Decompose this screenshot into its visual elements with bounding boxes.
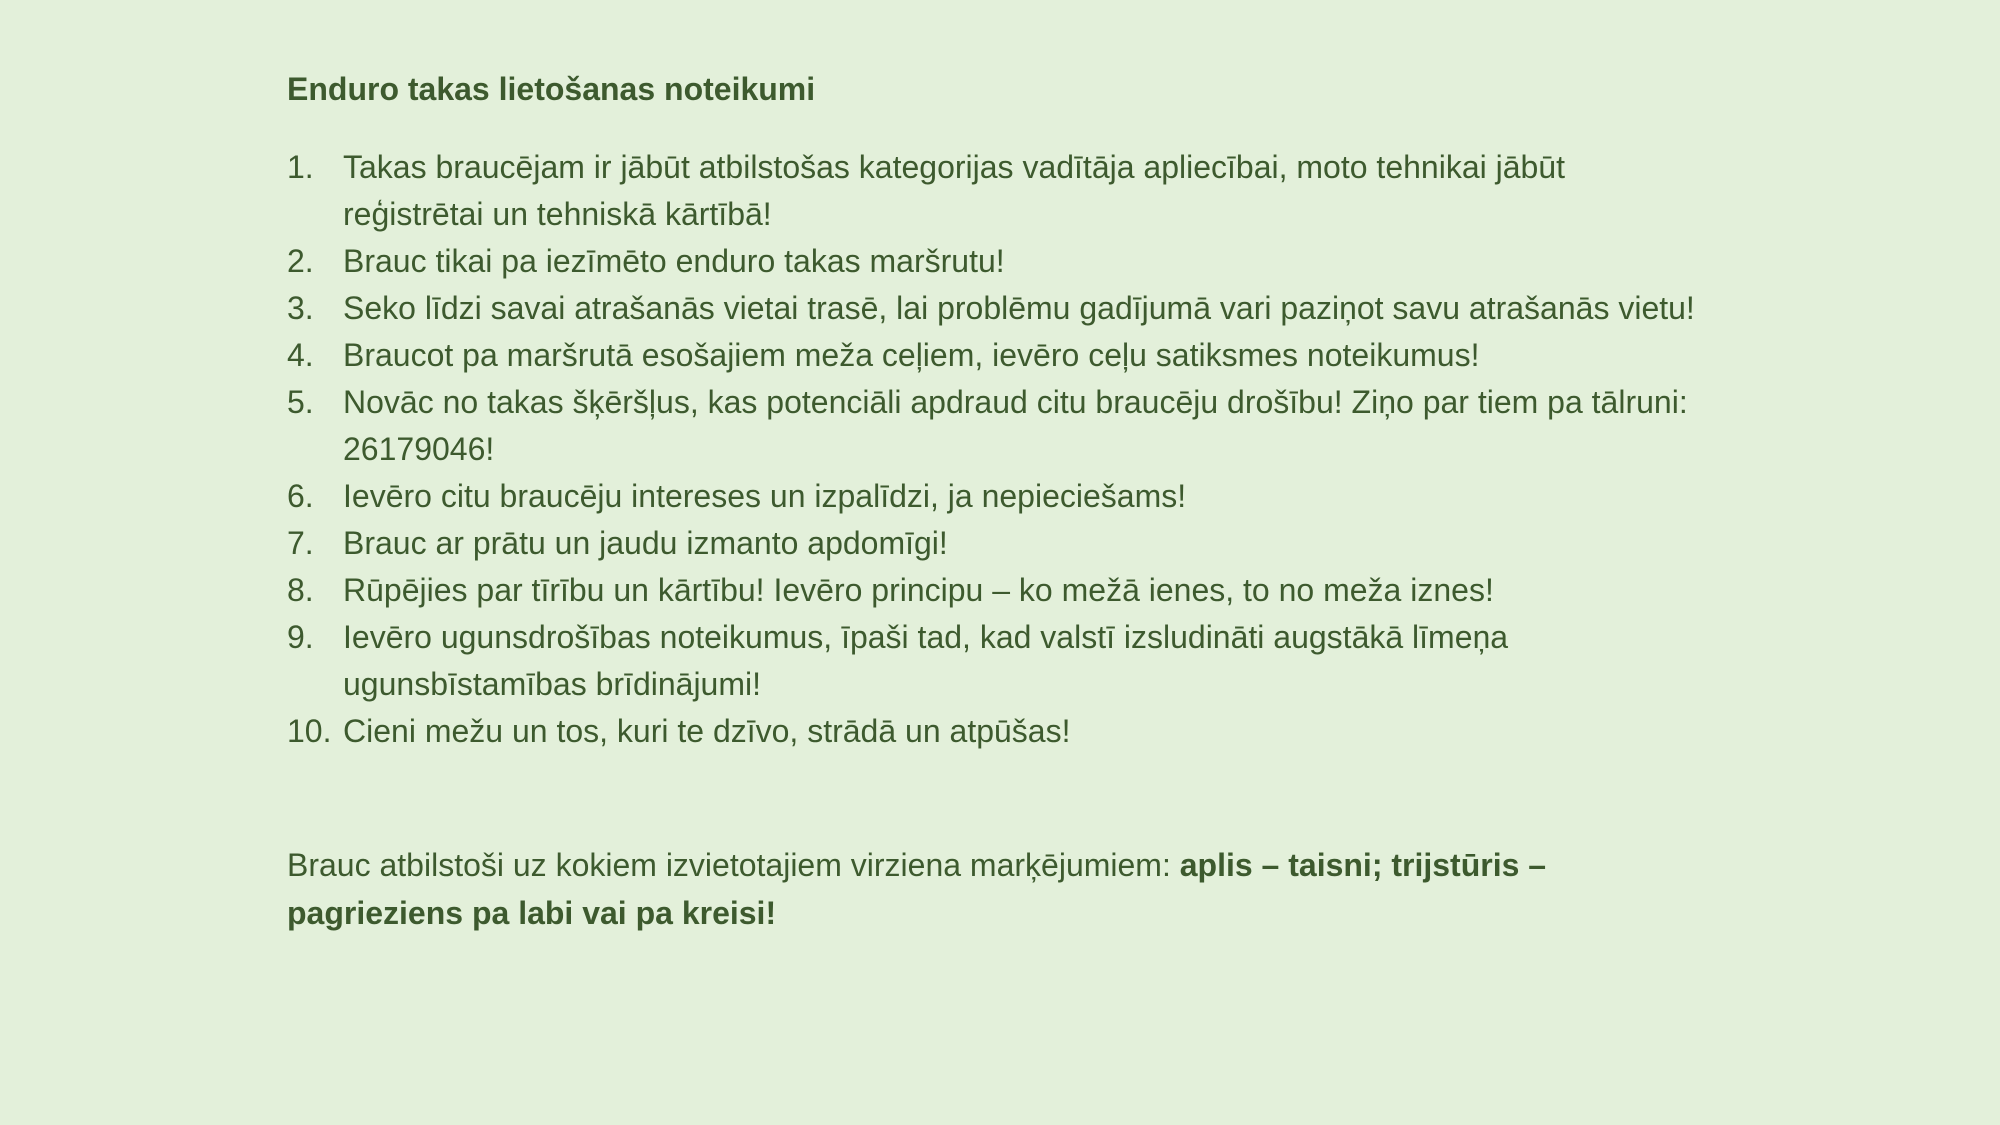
rule-item (287, 379, 1707, 473)
rule-item (287, 285, 1707, 332)
footer-bold-text: aplis – taisni; trijstūris – pagrieziens pa labi vai pa kreisi! (287, 847, 1547, 931)
rule-text: Takas braucējam ir jābūt atbilstošas kategorijas vadītāja apliecībai, moto tehnikai jābūt reģistrētai un tehniskā kārtībā! (343, 149, 1565, 232)
direction-markings-note (287, 841, 1707, 937)
rule-item (287, 144, 1707, 238)
document-title: Enduro takas lietošanas noteikumi (287, 71, 816, 107)
rule-text: Rūpējies par tīrību un kārtību! Ievēro principu – ko mežā ienes, to no meža iznes! (343, 572, 1494, 608)
rule-number: 4. (287, 337, 314, 373)
rule-number: 5. (287, 384, 314, 420)
rule-item (287, 473, 1707, 520)
rule-item (287, 238, 1707, 285)
document-page (287, 66, 1707, 969)
footer-text: Brauc atbilstoši uz kokiem izvietotajiem virziena marķējumiem: (287, 847, 1180, 883)
rule-number: 6. (287, 478, 314, 514)
rules-list (287, 144, 1707, 755)
rule-text: Braucot pa maršrutā esošajiem meža ceļiem, ievēro ceļu satiksmes noteikumus! (343, 337, 1480, 373)
rule-item (287, 567, 1707, 614)
rule-number: 10. (287, 713, 332, 749)
rule-item (287, 332, 1707, 379)
rule-item (287, 708, 1707, 755)
rule-number: 3. (287, 290, 314, 326)
rule-number: 7. (287, 525, 314, 561)
rule-item (287, 614, 1707, 708)
rule-number: 2. (287, 243, 314, 279)
rule-text: Novāc no takas šķēršļus, kas potenciāli apdraud citu braucēju drošību! Ziņo par tiem pa tālruni: 26179046! (343, 384, 1688, 467)
rule-item (287, 520, 1707, 567)
rule-number: 9. (287, 619, 314, 655)
rule-text: Brauc ar prātu un jaudu izmanto apdomīgi! (343, 525, 948, 561)
rule-number: 8. (287, 572, 314, 608)
rule-number: 1. (287, 149, 314, 185)
rule-text: Brauc tikai pa iezīmēto enduro takas maršrutu! (343, 243, 1005, 279)
rule-text: Seko līdzi savai atrašanās vietai trasē, lai problēmu gadījumā vari paziņot savu atrašanās vietu! (343, 290, 1695, 326)
rule-text: Ievēro ugunsdrošības noteikumus, īpaši tad, kad valstī izsludināti augstākā līmeņa ugunsbīstamības brīdinājumi! (343, 619, 1509, 702)
rule-text: Ievēro citu braucēju intereses un izpalīdzi, ja nepieciešams! (343, 478, 1187, 514)
rule-text: Cieni mežu un tos, kuri te dzīvo, strādā un atpūšas! (343, 713, 1071, 749)
